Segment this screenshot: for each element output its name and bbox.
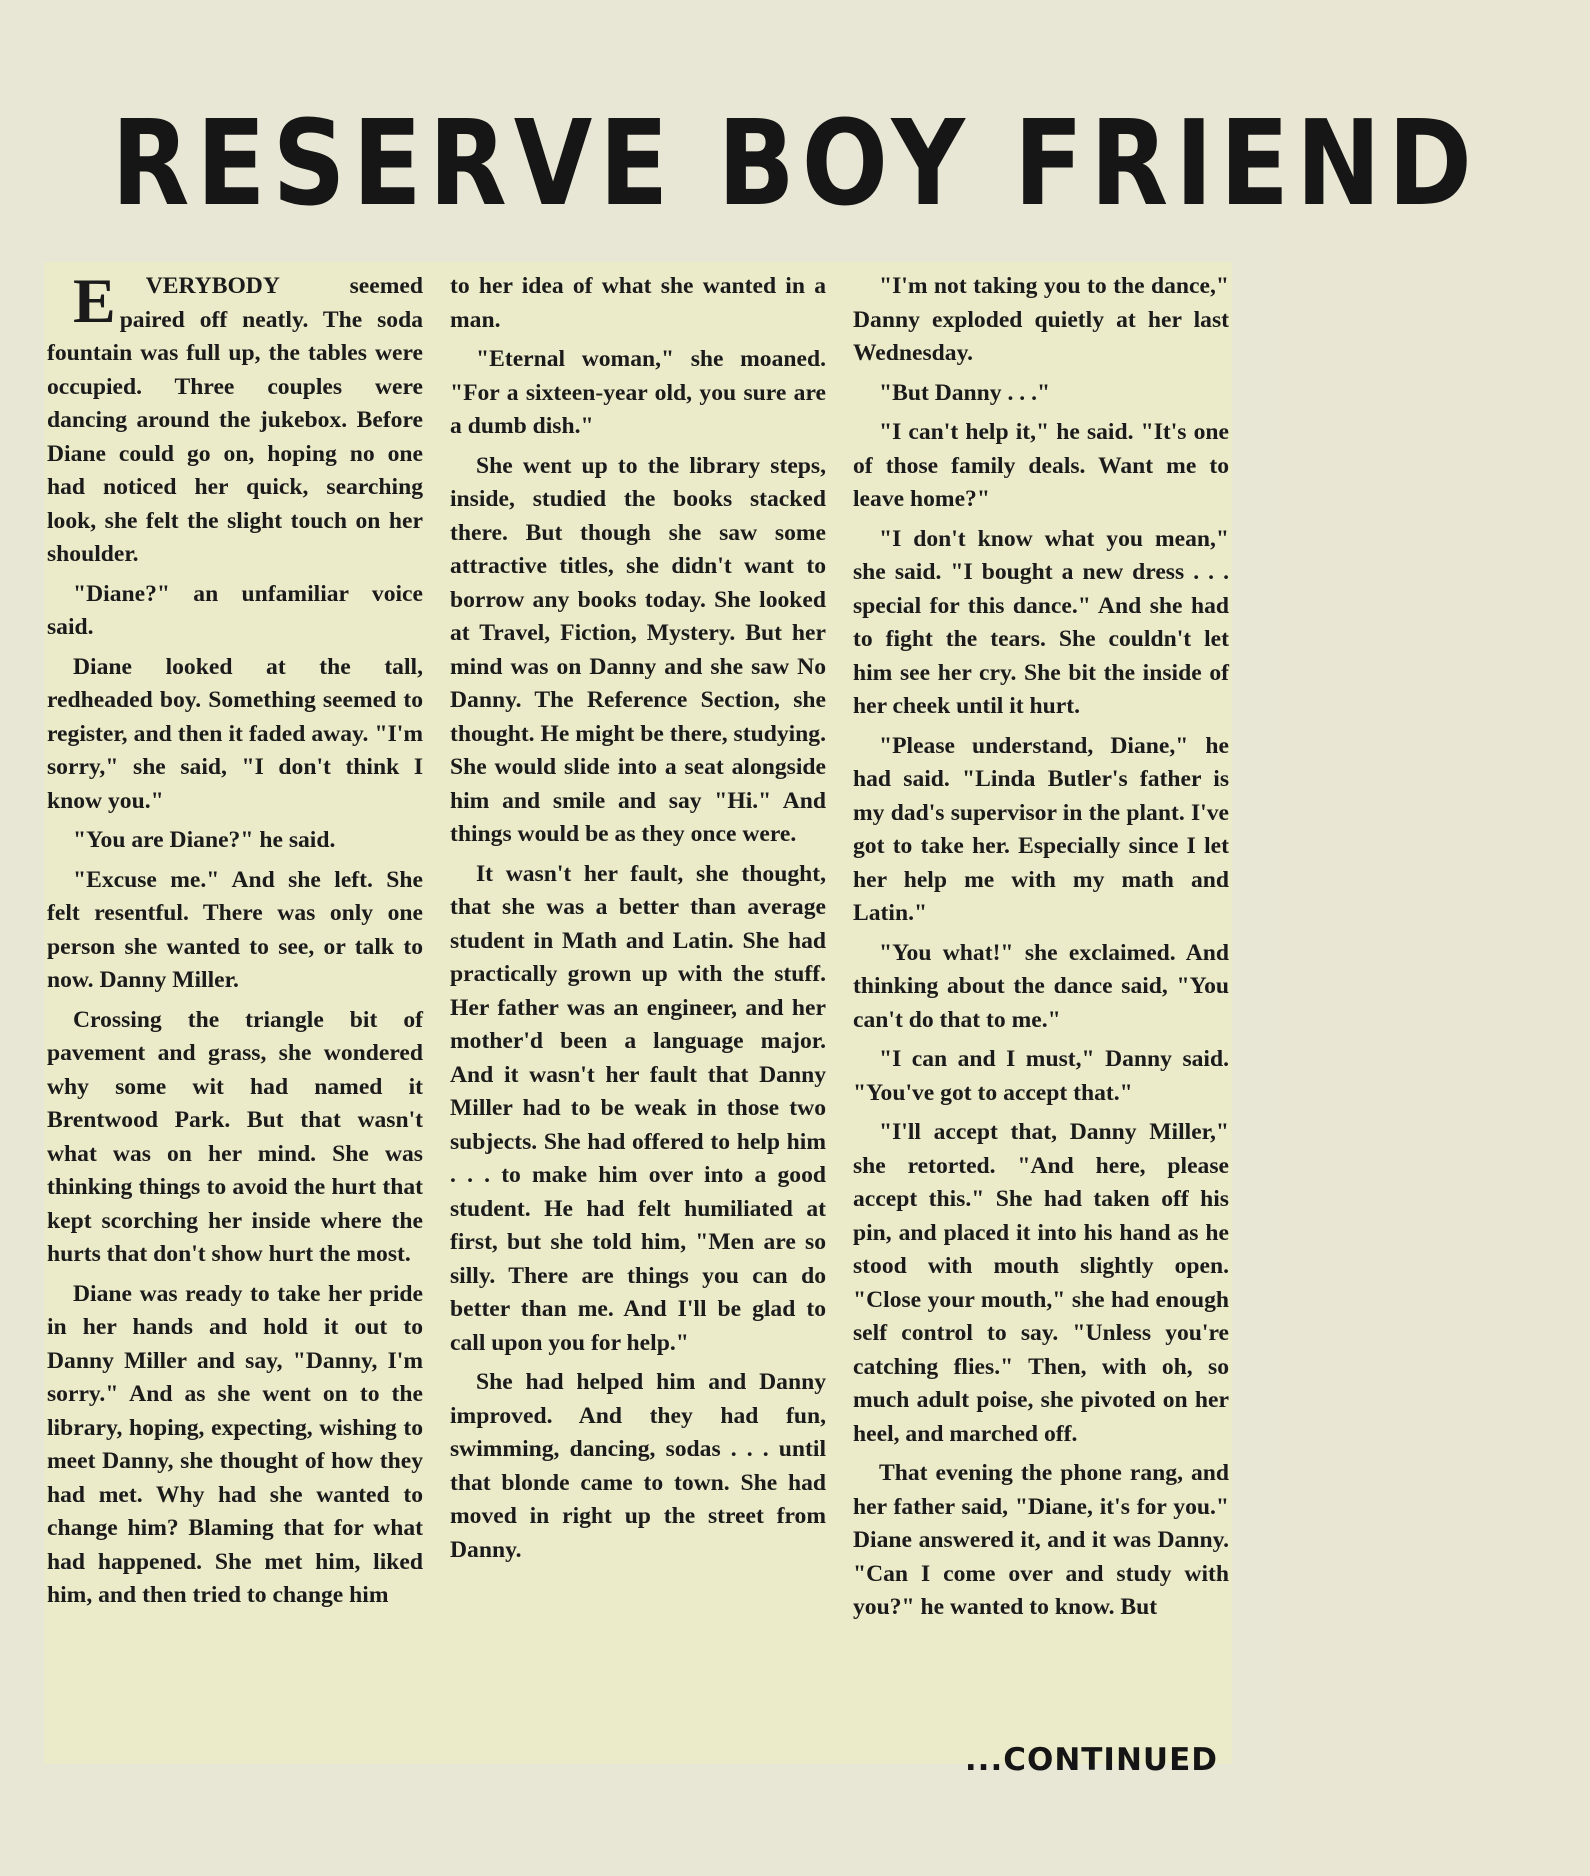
paragraph: "Excuse me." And she left. She felt resentful. There was only one person she wanted to see, or talk to now. Danny Miller. — [47, 866, 423, 993]
paragraph: It wasn't her fault, she thought, that she was a better than average student in Math and Latin. She had practically grown up with the stuff. Her father was an engineer, and her mother'd been a language major. And it wasn't her fault that Danny Miller had to be weak in those two subjects. She had offered to help him . . . to make him over into a good student. He had felt humiliated at first, but she told him, "Men are so silly. There are things you can do better than me. And I'll be glad to call upon you for help." — [450, 860, 826, 1356]
paragraph: "You what!" she exclaimed. And thinking about the dance said, "You can't do that to me." — [853, 939, 1229, 1033]
paragraph: "I don't know what you mean," she said. "I bought a new dress . . . special for this dance." And she had to fight the tears. She couldn't let him see her cry. She bit the inside of her cheek until it hurt. — [853, 525, 1229, 719]
paragraph: She had helped him and Danny improved. And they had fun, swimming, dancing, sodas . . . until that blonde came to town. She had moved in right up the street from Danny. — [450, 1369, 826, 1563]
paragraph: Diane was ready to take her pride in her hands and hold it out to Danny Miller and say, "Danny, I'm sorry." And as she went on to the library, hoping, expecting, wishing to meet Danny, she thought of how they had met. Why had she wanted to change him? Blaming that for what had happened. She met him, liked him, and then tried to change him — [47, 1280, 423, 1608]
drop-cap: E — [73, 265, 116, 336]
paragraph: She went up to the library steps, inside, studied the books stacked there. But though she saw some attractive titles, she didn't want to borrow any books today. She looked at Travel, Fiction, Mystery. But her mind was on Danny and she saw No Danny. The Reference Section, she thought. He might be there, studying. She would slide into a seat alongside him and smile and say "Hi." And things would be as they once were. — [450, 452, 826, 847]
column-2 — [447, 270, 829, 1764]
paragraph: E VERYBODY seemed paired off neatly. The soda fountain was full up, the tables were occupied. Three couples were dancing around the jukebox. Before Diane could go on, hoping no one had noticed her quick, searching look, she felt the slight touch on her shoulder. — [47, 265, 423, 567]
paragraph: "I'll accept that, Danny Miller," she retorted. "And here, please accept this." She had taken off his pin, and placed it into his hand as he stood with mouth slightly open. "Close your mouth," she had enough self control to say. "Unless you're catching flies." Then, with oh, so much adult poise, she pivoted on her heel, and marched off. — [853, 1119, 1229, 1447]
paragraph: That evening the phone rang, and her father said, "Diane, it's for you." Diane answered it, and it was Danny. "Can I come over and study with you?" he wanted to know. But — [853, 1460, 1229, 1620]
column-1 — [44, 265, 426, 1764]
continued-label: ...CONTINUED — [964, 1742, 1218, 1778]
paragraph: "I can and I must," Danny said. "You've got to accept that." — [853, 1046, 1229, 1106]
column-3 — [850, 270, 1232, 1764]
paragraph: "I can't help it," he said. "It's one of those family deals. Want me to leave home?" — [853, 419, 1229, 512]
paragraph: to her idea of what she wanted in a man. — [450, 273, 826, 333]
paragraph: Crossing the triangle bit of pavement and grass, she wondered why some wit had named it Brentwood Park. But that wasn't what was on her mind. She was thinking things to avoid the hurt that kept scorching her inside where the hurts that don't show hurt the most. — [47, 1006, 423, 1267]
paragraph: "Diane?" an unfamiliar voice said. — [47, 580, 423, 640]
paragraph: "But Danny . . ." — [879, 379, 1051, 406]
article-columns — [44, 262, 1232, 1764]
paragraph: Diane looked at the tall, redheaded boy. Something seemed to register, and then it faded away. "I'm sorry," she said, "I don't think I know you." — [47, 653, 423, 814]
paragraph: "You are Diane?" he said. — [73, 827, 336, 853]
story-title: RESERVE BOY FRIEND — [111, 94, 1479, 232]
paragraph: "Please understand, Diane," he had said. "Linda Butler's father is my dad's supervisor in the plant. I've got to take her. Especially since I let her help me with my math and Latin." — [853, 732, 1229, 926]
title-area — [0, 88, 1479, 238]
paragraph: "Eternal woman," she moaned. "For a sixteen-year old, you sure are a dumb dish." — [450, 346, 826, 439]
paragraph: "I'm not taking you to the dance," Danny exploded quietly at her last Wednesday. — [853, 273, 1229, 366]
